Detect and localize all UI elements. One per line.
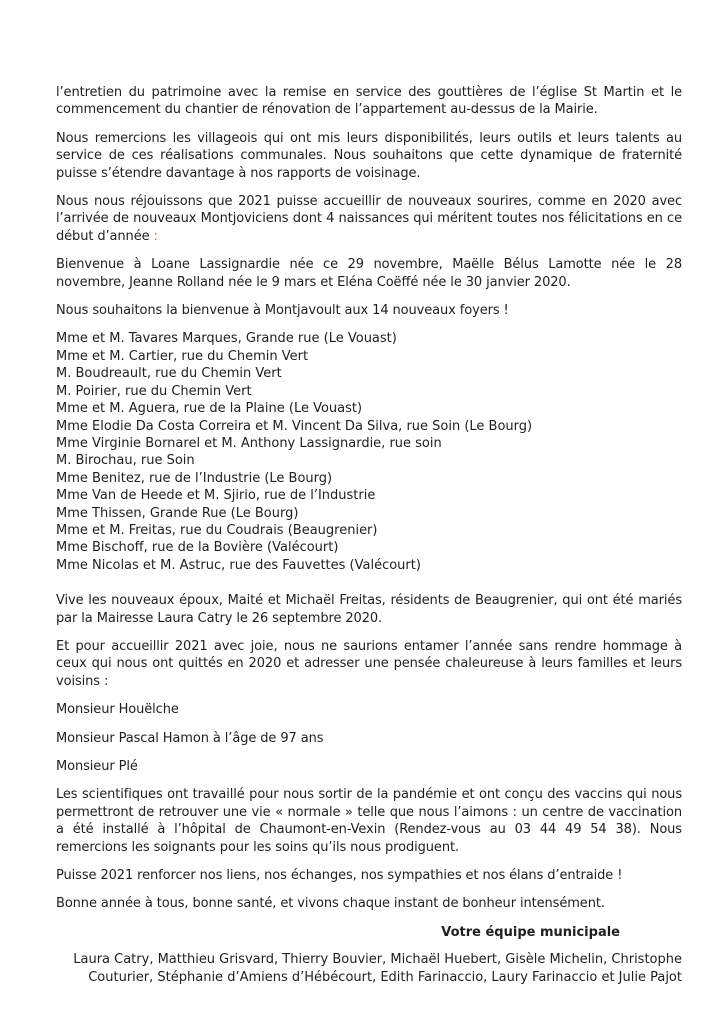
list-item: M. Poirier, rue du Chemin Vert xyxy=(56,383,252,399)
wedding-paragraph: Vive les nouveaux époux, Maité et Michaël Freitas, résidents de Beaugrenier, qui ont été mariés par la Mairesse Laura Catry le 26 septembre 2020. xyxy=(56,593,682,626)
list-item: Mme Thissen, Grande Rue (Le Bourg) xyxy=(56,505,299,521)
births-colon: : xyxy=(149,228,158,244)
deceased-name: Monsieur Pascal Hamon à l’âge de 97 ans xyxy=(56,730,324,746)
tribute-paragraph: Et pour accueillir 2021 avec joie, nous ne saurions entamer l’année sans rendre hommage à ceux qui nous ont quittés en 2020 et adresser une pensée chaleureuse à leurs familles et leurs voisins : xyxy=(56,638,682,689)
list-item: Mme et M. Freitas, rue du Coudrais (Beaugrenier) xyxy=(56,522,378,538)
closing-paragraph: Bonne année à tous, bonne santé, et vivons chaque instant de bonheur intensément. xyxy=(56,896,605,912)
births-names-paragraph: Bienvenue à Loane Lassignardie née ce 29 novembre, Maëlle Bélus Lamotte née le 28 novembre, Jeanne Rolland née le 9 mars et Eléna Coëffé née le 30 janvier 2020. xyxy=(56,257,682,290)
signature: Votre équipe municipale xyxy=(441,924,620,940)
deceased-name: Monsieur Houëlche xyxy=(56,702,179,718)
vaccine-paragraph: Les scientifiques ont travaillé pour nous sortir de la pandémie et ont conçu des vaccins qui nous permettront de retrouver une vie « normale » telle que nous l’aimons : un centre de vaccination a été installé à l’hôpital de Chaumont-en-Vexin (Rendez-vous au 03 44 49 54 38). Nous remercions les soignants pour les soins qu’ils nous prodiguent. xyxy=(56,787,682,855)
thanks-paragraph: Nous remercions les villageois qui ont mis leurs disponibilités, leurs outils et leurs talents au service de ces réalisations communales. Nous souhaitons que cette dynamique de fraternité puisse s’étendre davantage à nos rapports de voisinage. xyxy=(56,130,682,181)
list-item: Mme Nicolas et M. Astruc, rue des Fauvettes (Valécourt) xyxy=(56,557,421,573)
deceased-name: Monsieur Plé xyxy=(56,759,138,774)
list-item: Mme et M. Cartier, rue du Chemin Vert xyxy=(56,348,309,364)
council-members xyxy=(56,951,682,986)
new-households-list xyxy=(56,330,682,574)
list-item: Mme Van de Heede et M. Sjirio, rue de l’Industrie xyxy=(56,488,376,504)
letter-body xyxy=(56,84,682,986)
births-intro-text: Nous nous réjouissons que 2021 puisse accueillir de nouveaux sourires, comme en 2020 avec l’arrivée de nouveaux Montjoviciens dont 4 naissances qui méritent toutes nos félicitations en ce début d’année xyxy=(56,194,682,244)
council-members-line: Couturier, Stéphanie d’Amiens d’Hébécourt, Edith Farinaccio, Laury Farinaccio et Julie Pajot xyxy=(88,969,682,985)
list-item: Mme Bischoff, rue de la Bovière (Valécourt) xyxy=(56,540,339,556)
intro-paragraph: l’entretien du patrimoine avec la remise en service des gouttières de l’église St Martin et le commencement du chantier de rénovation de l’appartement au-dessus de la Mairie. xyxy=(56,85,682,118)
list-item: Mme Benitez, rue de l’Industrie (Le Bourg) xyxy=(56,470,333,486)
list-item: Mme et M. Aguera, rue de la Plaine (Le Vouast) xyxy=(56,401,363,417)
wish-paragraph: Puisse 2021 renforcer nos liens, nos échanges, nos sympathies et nos élans d’entraide ! xyxy=(56,868,623,884)
list-item: Mme et M. Tavares Marques, Grande rue (Le Vouast) xyxy=(56,331,397,347)
list-item: M. Birochau, rue Soin xyxy=(56,453,195,469)
list-item: M. Boudreault, rue du Chemin Vert xyxy=(56,366,282,382)
list-item: Mme Elodie Da Costa Correira et M. Vincent Da Silva, rue Soin (Le Bourg) xyxy=(56,418,533,434)
births-intro-paragraph xyxy=(56,193,682,245)
list-item: Mme Virginie Bornarel et M. Anthony Lassignardie, rue soin xyxy=(56,435,442,451)
new-households-intro: Nous souhaitons la bienvenue à Montjavoult aux 14 nouveaux foyers ! xyxy=(56,303,509,319)
council-members-line: Laura Catry, Matthieu Grisvard, Thierry Bouvier, Michaël Huebert, Gisèle Michelin, Christophe xyxy=(73,952,682,968)
